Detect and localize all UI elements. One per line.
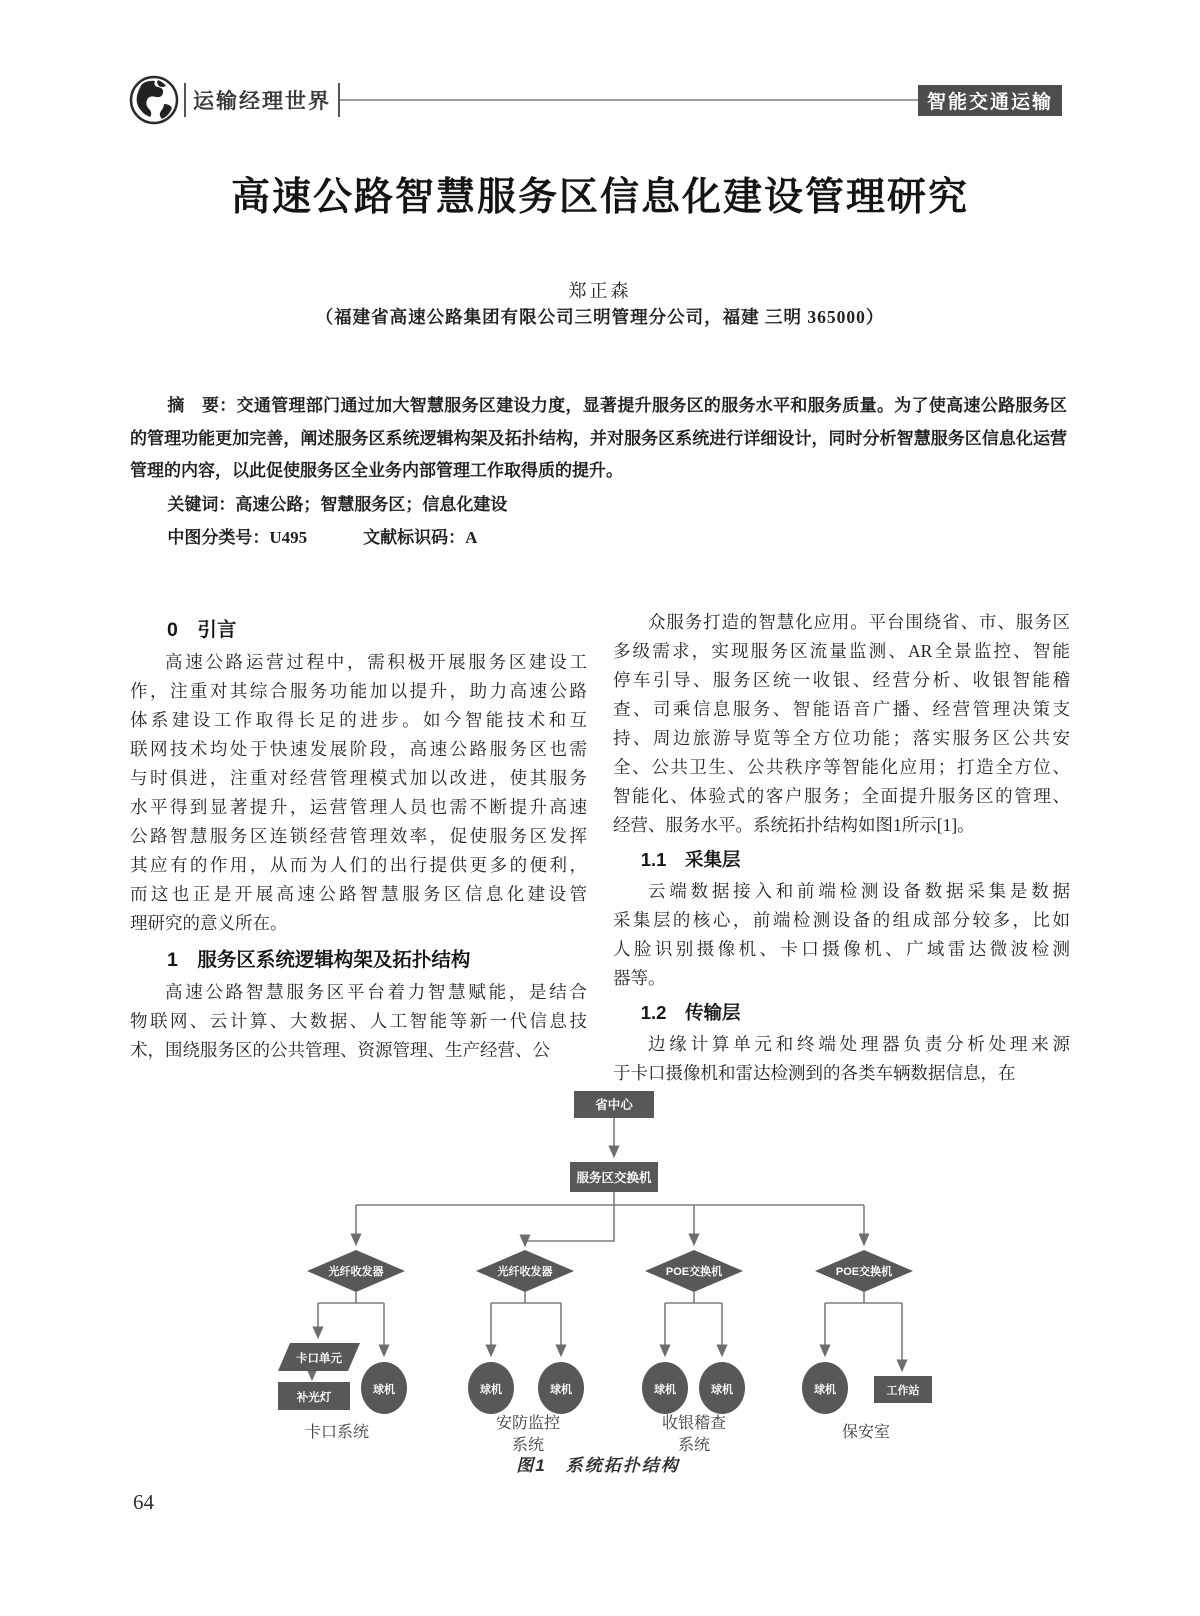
node-fill-light-label: 补光灯 — [296, 1392, 332, 1404]
text-line: 多级需求，实现服务区流量监测、AR全景监控、智能 — [613, 641, 1070, 661]
text-line: 查、司乘信息服务、智能语音广播、经营管理决策支 — [613, 699, 1070, 719]
text-line: 公路智慧服务区连锁经营管理效率，促使服务区发挥 — [130, 826, 587, 846]
text-line: 术，围绕服务区的公共管理、资源管理、生产经营、公 — [130, 1040, 550, 1060]
text-line: 人脸识别摄像机、卡口摄像机、广域雷达微波检测 — [613, 939, 1070, 959]
figure-caption: 图1 系统拓扑结构 — [516, 1456, 680, 1475]
group-label-security-room: 保安室 — [841, 1424, 891, 1441]
node-dome-camera-1-label: 球机 — [373, 1384, 395, 1396]
section-heading-1-1: 1.1 采集层 — [640, 849, 741, 870]
paragraph — [130, 978, 587, 1065]
body-columns — [130, 608, 1070, 1088]
group-label-cashier-audit: 收银稽查 — [661, 1415, 727, 1432]
section-heading-0: 0 引言 — [167, 619, 237, 641]
text-line: 与时俱进，注重对经营管理模式加以改进，使其服务 — [130, 768, 587, 788]
text-line: 采集层的核心，前端检测设备的组成部分较多，比如 — [613, 910, 1070, 930]
text-line: 理研究的意义所在。 — [130, 913, 288, 933]
group-label-security-monitoring: 安防监控 — [495, 1415, 561, 1432]
journal-name: 运输经理世界 — [184, 83, 340, 117]
text-line: 其应有的作用，从而为人们的出行提供更多的便利， — [130, 855, 587, 875]
text-line: 停车引导、服务区统一收银、经营分析、收银智能稽 — [613, 670, 1070, 690]
classification-line — [130, 522, 1067, 555]
abstract-text: 交通管理部门通过加大智慧服务区建设力度，显著提升服务区的服务水平和服务质量。为了使高速公路服务区的管理功能更加完善，阐述服务区系统逻辑构架及拓扑结构，并对服务区系统进行详细设计，同时分析智慧服务区信息化运营管理的内容，以此促使服务区全业务内部管理工作取得质的提升。 — [130, 396, 1068, 480]
keywords-text: 高速公路；智慧服务区；信息化建设 — [235, 494, 508, 514]
paragraph — [613, 608, 1070, 840]
diagram-nodes — [278, 1091, 932, 1414]
section-heading-1: 1 服务区系统逻辑构架及拓扑结构 — [167, 949, 471, 971]
node-fiber-transceiver-2-label: 光纤收发器 — [497, 1266, 553, 1278]
text-line: 高速公路智慧服务区平台着力智慧赋能，是结合 — [165, 982, 587, 1002]
paragraph — [613, 877, 1070, 993]
node-poe-switch-2-label: POE交换机 — [835, 1266, 893, 1278]
globe-logo-icon — [128, 74, 180, 126]
article-title: 高速公路智慧服务区信息化建设管理研究 — [230, 176, 969, 219]
doc-code-value: A — [465, 528, 478, 547]
section-badge: 智能交通运输 — [918, 85, 1062, 116]
node-dome-camera-6-label: 球机 — [814, 1384, 836, 1396]
paragraph — [613, 1030, 1070, 1088]
text-line: 众服务打造的智慧化应用。平台围绕省、市、服务区 — [648, 612, 1070, 632]
right-column — [613, 608, 1070, 1088]
article-affiliation: （福建省高速公路集团有限公司三明管理分公司，福建 三明 365000） — [315, 307, 885, 327]
header-rule — [340, 99, 918, 101]
group-labels — [305, 1413, 890, 1454]
page-number: 64 — [133, 1490, 154, 1514]
keywords-label: 关键词： — [167, 494, 236, 514]
keywords — [130, 489, 1067, 522]
text-line: 器等。 — [613, 968, 666, 988]
node-workstation-label: 工作站 — [886, 1385, 920, 1397]
clc-label: 中图分类号： — [167, 528, 270, 547]
node-dome-camera-4-label: 球机 — [654, 1384, 676, 1396]
paragraph — [130, 648, 587, 938]
node-dome-camera-2-label: 球机 — [480, 1384, 502, 1396]
connector-lines — [312, 1118, 902, 1378]
text-line: 物联网、云计算、大数据、人工智能等新一代信息技 — [130, 1011, 587, 1031]
node-area-switch-label: 服务区交换机 — [576, 1171, 652, 1185]
node-checkpoint-unit-label: 卡口单元 — [296, 1353, 342, 1365]
clc-value: U495 — [269, 528, 308, 547]
node-dome-camera-5-label: 球机 — [711, 1384, 733, 1396]
text-line: 而这也正是开展高速公路智慧服务区信息化建设管 — [130, 884, 587, 904]
abstract — [130, 390, 1067, 488]
abstract-label: 摘 要： — [167, 396, 237, 415]
text-line: 水平得到显著提升，运营管理人员也需不断提升高速 — [130, 797, 587, 817]
group-label-checkpoint-system: 卡口系统 — [304, 1424, 370, 1441]
section-heading-1-2: 1.2 传输层 — [640, 1002, 741, 1023]
group-label-cashier-audit-2: 系统 — [677, 1437, 711, 1454]
text-line: 高速公路运营过程中，需积极开展服务区建设工 — [165, 652, 587, 672]
doc-code-label: 文献标识码： — [363, 528, 466, 547]
topology-figure — [0, 1085, 1200, 1485]
text-line: 经营、服务水平。系统拓扑结构如图1所示[1]。 — [613, 815, 975, 835]
text-line: 联网技术均处于快速发展阶段，高速公路服务区也需 — [130, 739, 587, 759]
text-line: 智能化、体验式的客户服务；全面提升服务区的管理、 — [613, 786, 1070, 806]
group-label-security-monitoring-2: 系统 — [511, 1437, 545, 1454]
left-column — [130, 608, 587, 1088]
node-poe-switch-1-label: POE交换机 — [665, 1266, 723, 1278]
text-line: 边缘计算单元和终端处理器负责分析处理来源 — [648, 1034, 1070, 1054]
text-line: 持、周边旅游导览等全方位功能；落实服务区公共安 — [613, 728, 1070, 748]
text-line: 云端数据接入和前端检测设备数据采集是数据 — [648, 881, 1070, 901]
text-line: 作，注重对其综合服务功能加以提升，助力高速公路 — [130, 681, 587, 701]
node-province-center-label: 省中心 — [595, 1098, 633, 1112]
article-author: 郑正森 — [568, 281, 632, 301]
page-header — [128, 70, 1062, 130]
article-meta — [130, 390, 1067, 555]
text-line: 体系建设工作取得长足的进步。如今智能技术和互 — [130, 710, 587, 730]
node-dome-camera-3-label: 球机 — [550, 1384, 572, 1396]
node-fiber-transceiver-1-label: 光纤收发器 — [328, 1266, 384, 1278]
text-line: 于卡口摄像机和雷达检测到的各类车辆数据信息，在 — [613, 1063, 1016, 1083]
text-line: 全、公共卫生、公共秩序等智能化应用；打造全方位、 — [613, 757, 1070, 777]
